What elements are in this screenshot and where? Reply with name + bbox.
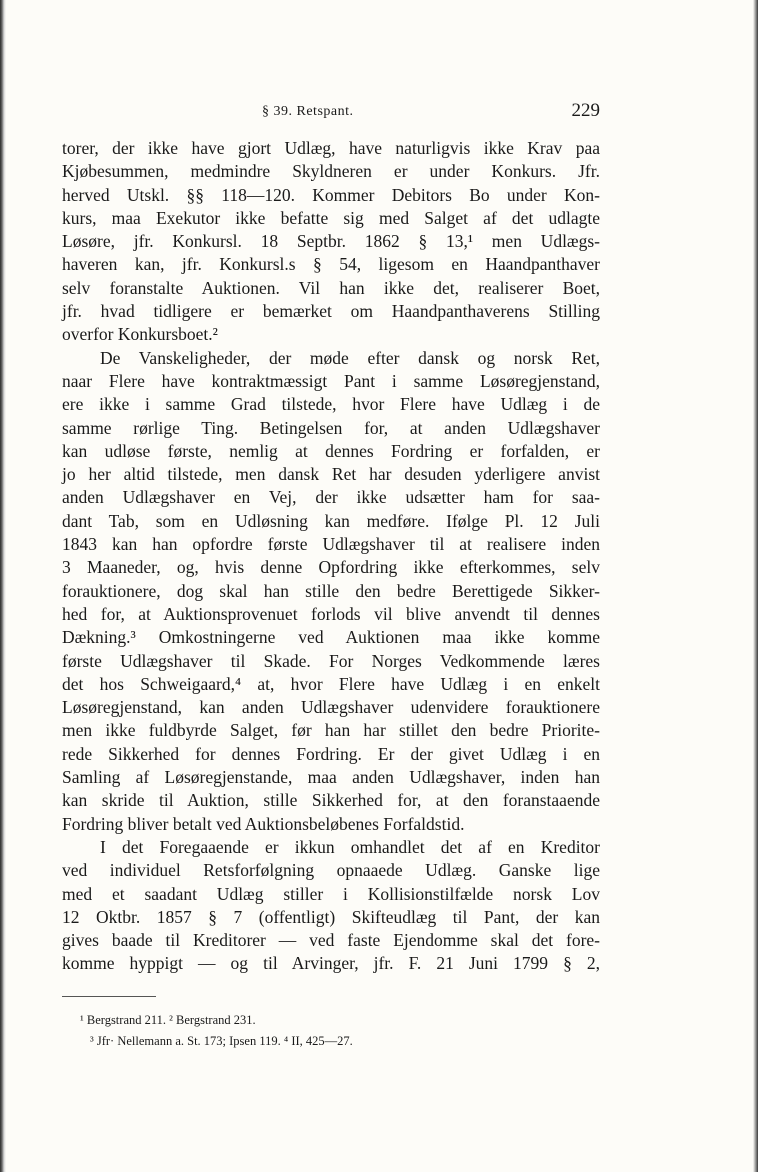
footnotes	[80, 1010, 540, 1052]
page-number: 229	[571, 100, 600, 121]
text-line: selv foranstalte Auktionen. Vil han ikke det, realiserer Boet,	[62, 277, 600, 298]
text-line: komme hyppigt — og til Arvinger, jfr. F. 21 Juni 1799 § 2,	[62, 953, 600, 974]
text-line: Dækning.³ Omkostningerne ved Auktionen maa ikke komme	[62, 627, 600, 648]
text-line: naar Flere have kontraktmæssigt Pant i samme Løsøregjenstand,	[62, 370, 600, 391]
running-header	[62, 96, 600, 126]
text-line: Løsøre, jfr. Konkursl. 18 Septbr. 1862 § 13,¹ men Udlægs-	[62, 231, 600, 252]
text-line: torer, der ikke have gjort Udlæg, have naturligvis ikke Krav paa	[62, 138, 600, 158]
paragraph-start-line: De Vanskeligheder, der møde efter dansk og norsk Ret,	[100, 347, 600, 368]
text-line: det hos Schweigaard,⁴ at, hvor Flere have Udlæg i en enkelt	[62, 673, 600, 694]
text-line: Løsøregjenstand, kan anden Udlægshaver udenvidere forauktionere	[62, 697, 600, 718]
text-line: anden Udlægshaver en Vej, der ikke udsætter ham for saa-	[62, 487, 600, 508]
text-line: kan skride til Auktion, stille Sikkerhed for, at den foranstaaende	[62, 790, 600, 811]
text-line: herved Utskl. §§ 118—120. Kommer Debitors Bo under Kon-	[62, 184, 600, 205]
paragraph-start-line: I det Foregaaende er ikkun omhandlet det af en Kreditor	[100, 836, 600, 857]
text-line: dant Tab, som en Udløsning kan medføre. Ifølge Pl. 12 Juli	[62, 510, 600, 531]
page-edge-right	[753, 0, 758, 1172]
text-line: ved individuel Retsforfølgning opnaaede Udlæg. Ganske lige	[62, 860, 600, 881]
text-line: Kjøbesummen, medmindre Skyldneren er under Konkurs. Jfr.	[62, 161, 600, 182]
text-line: jfr. hvad tidligere er bemærket om Haandpanthaverens Stilling	[62, 301, 600, 322]
text-line: forauktionere, dog skal han stille den bedre Berettigede Sikker-	[62, 580, 600, 601]
text-line: samme rørlige Ting. Betingelsen for, at anden Udlægshaver	[62, 417, 600, 438]
text-line: 12 Oktbr. 1857 § 7 (offentligt) Skifteudlæg til Pant, der kan	[62, 906, 600, 927]
text-line: første Udlægshaver til Skade. For Norges Vedkommende læres	[62, 650, 600, 671]
text-line: Samling af Løsøregjenstande, maa anden Udlægshaver, inden han	[62, 767, 600, 788]
text-line: 3 Maaneder, og, hvis denne Opfordring ikke efterkommes, selv	[62, 557, 600, 578]
section-heading: § 39. Retspant.	[262, 104, 354, 119]
text-line: ere ikke i samme Grad tilstede, hvor Flere have Udlæg i de	[62, 394, 600, 415]
text-line: rede Sikkerhed for dennes Fordring. Er der givet Udlæg i en	[62, 743, 600, 764]
text-line: 1843 kan han opfordre første Udlægshaver til at realisere inden	[62, 534, 600, 555]
text-line: Fordring bliver betalt ved Auktionsbeløbenes Forfaldstid.	[62, 813, 465, 834]
text-line: gives baade til Kreditorer — ved faste Ejendomme skal det fore-	[62, 930, 600, 951]
text-line: jo her altid tilstede, men dansk Ret har desuden yderligere anvist	[62, 464, 600, 485]
footnote-line: ³ Jfr· Nellemann a. St. 173; Ipsen 119. ⁴ II, 425—27.	[90, 1034, 353, 1048]
footnote-line: ¹ Bergstrand 211. ² Bergstrand 231.	[80, 1013, 256, 1027]
text-line: men ikke fuldbyrde Salget, før han har stillet den bedre Priorite-	[62, 720, 600, 741]
text-line: med et saadant Udlæg stiller i Kollisionstilfælde norsk Lov	[62, 883, 600, 904]
page-edge-left	[0, 0, 6, 1172]
footnote-divider	[62, 996, 156, 997]
text-line: overfor Konkursboet.²	[62, 324, 218, 345]
text-line: hed for, at Auktionsprovenuet forlods vil blive anvendt til dennes	[62, 603, 600, 624]
text-line: haveren kan, jfr. Konkursl.s § 54, ligesom en Haandpanthaver	[62, 254, 600, 275]
text-line: kurs, maa Exekutor ikke befatte sig med Salget af det udlagte	[62, 207, 600, 228]
text-line: kan udløse første, nemlig at dennes Fordring er forfalden, er	[62, 440, 600, 461]
body-text	[62, 137, 600, 976]
